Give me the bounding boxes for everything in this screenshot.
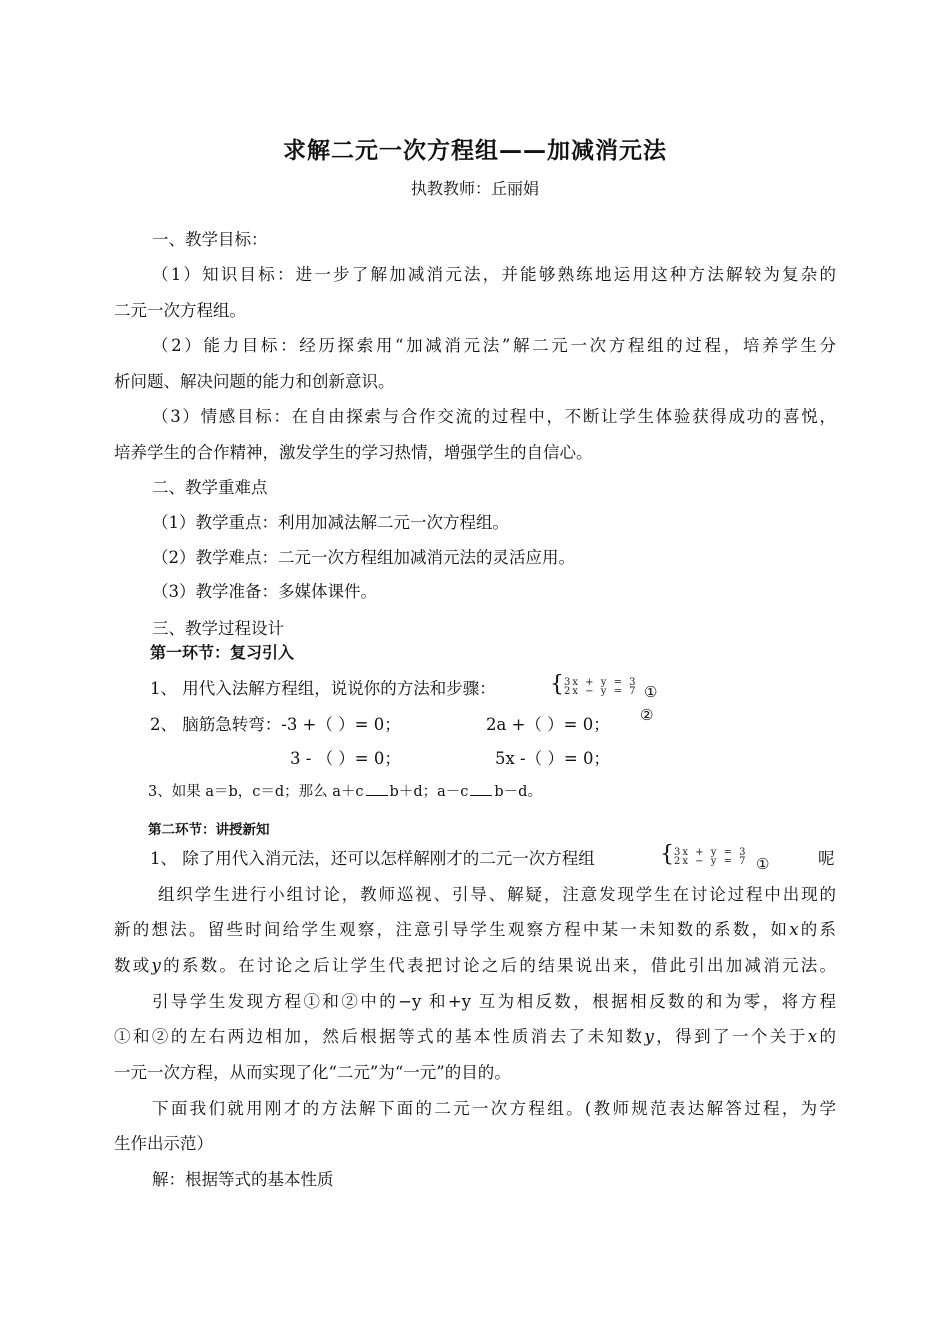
paragraph-knowledge-goal: （1）知识目标：进一步了解加减消元法，并能够熟练地运用这种方法解较为复杂的 [152, 265, 836, 284]
equation-line-1: 3x + y = 3 [564, 677, 638, 688]
review-question-2: 2、 脑筋急转弯：-3 +（ ）= 0； [150, 715, 401, 734]
page-title: 求解二元一次方程组——加减消元法 [283, 138, 667, 164]
review-question-2c: 3 - （ ）= 0； [290, 749, 401, 768]
equation-line-1: 3x + y = 3 [674, 847, 748, 858]
paragraph-demonstration: 下面我们就用刚才的方法解下面的二元一次方程组。(教师规范表达解答过程，为学 [152, 1099, 836, 1118]
step-one-heading: 第一环节：复习引入 [150, 643, 295, 662]
teacher-name: 执教教师：丘丽娟 [410, 179, 539, 198]
equation-system-1 [550, 672, 690, 715]
paragraph-group-discussion: 组织学生进行小组讨论，教师巡视、引导、解疑，注意发现学生在讨论过程中出现的 [158, 885, 836, 904]
equation-marker-1: ① [644, 683, 658, 701]
paragraph-ability-goal: （2）能力目标：经历探索用“加减消元法”解二元一次方程组的过程，培养学生分 [152, 336, 836, 355]
review-question-2b: 2a +（ ）= 0； [486, 715, 610, 734]
new-content-question-end: 呢 [818, 849, 835, 868]
equation-marker-1: ① [756, 855, 770, 873]
section-heading-process: 三、教学过程设计 [152, 619, 284, 638]
answer-blank[interactable] [366, 781, 388, 796]
paragraph-opposite-numbers: 引导学生发现方程①和②中的−y 和+y 互为相反数，根据相反数的和为零，将方程 [152, 992, 836, 1011]
brace-glyph: { [550, 672, 564, 697]
solution-start: 解：根据等式的基本性质 [152, 1170, 334, 1189]
equation-line-2: 2x − y = 7 [674, 856, 748, 867]
key-point: （1）教学重点：利用加减法解二元一次方程组。 [152, 513, 509, 532]
paragraph-knowledge-goal-cont: 二元一次方程组。 [114, 301, 246, 320]
review-question-1: 1、 用代入法解方程组，说说你的方法和步骤： [150, 679, 496, 698]
new-content-question: 1、 除了用代入消元法，还可以怎样解刚才的二元一次方程组 [150, 849, 595, 868]
paragraph-observe-coefficients-cont: 数或y的系数。在讨论之后让学生代表把讨论之后的结果说出来，借此引出加减消元法。 [114, 956, 837, 975]
paragraph-emotion-goal: （3）情感目标：在自由探索与合作交流的过程中，不断让学生体验获得成功的喜悦， [152, 407, 836, 426]
paragraph-ability-goal-cont: 析问题、解决问题的能力和创新意识。 [114, 372, 395, 391]
equation-system-2 [660, 842, 800, 885]
paragraph-add-equations: ①和②的左右两边相加，然后根据等式的基本性质消去了未知数y，得到了一个关于x的 [114, 1027, 837, 1046]
paragraph-observe-coefficients: 新的想法。留些时间给学生观察，注意引导学生观察方程中某一未知数的系数，如x的系 [114, 920, 837, 939]
review-question-2d: 5x -（ ）= 0； [495, 749, 610, 768]
answer-blank[interactable] [470, 781, 492, 796]
equation-marker-2: ② [640, 706, 654, 724]
paragraph-one-variable: 一元一次方程，从而实现了化“二元”为“一元”的目的。 [114, 1063, 511, 1082]
brace-glyph: { [660, 842, 674, 867]
teaching-preparation: （3）教学准备：多媒体课件。 [152, 582, 377, 601]
section-heading-key-points: 二、教学重难点 [152, 478, 268, 497]
paragraph-emotion-goal-cont: 培养学生的合作精神，激发学生的学习热情，增强学生的自信心。 [114, 443, 593, 462]
step-two-heading: 第二环节：讲授新知 [148, 822, 270, 838]
equation-line-2: 2x − y = 7 [564, 686, 638, 697]
review-question-3: 3、如果 a＝b，c＝d；那么 a＋c b＋d；a－c b－d。 [148, 780, 542, 804]
paragraph-demonstration-cont: 生作出示范） [114, 1134, 213, 1153]
difficult-point: （2）教学难点：二元一次方程组加减消元法的灵活应用。 [152, 548, 575, 567]
section-heading-objectives: 一、教学目标： [152, 230, 268, 249]
